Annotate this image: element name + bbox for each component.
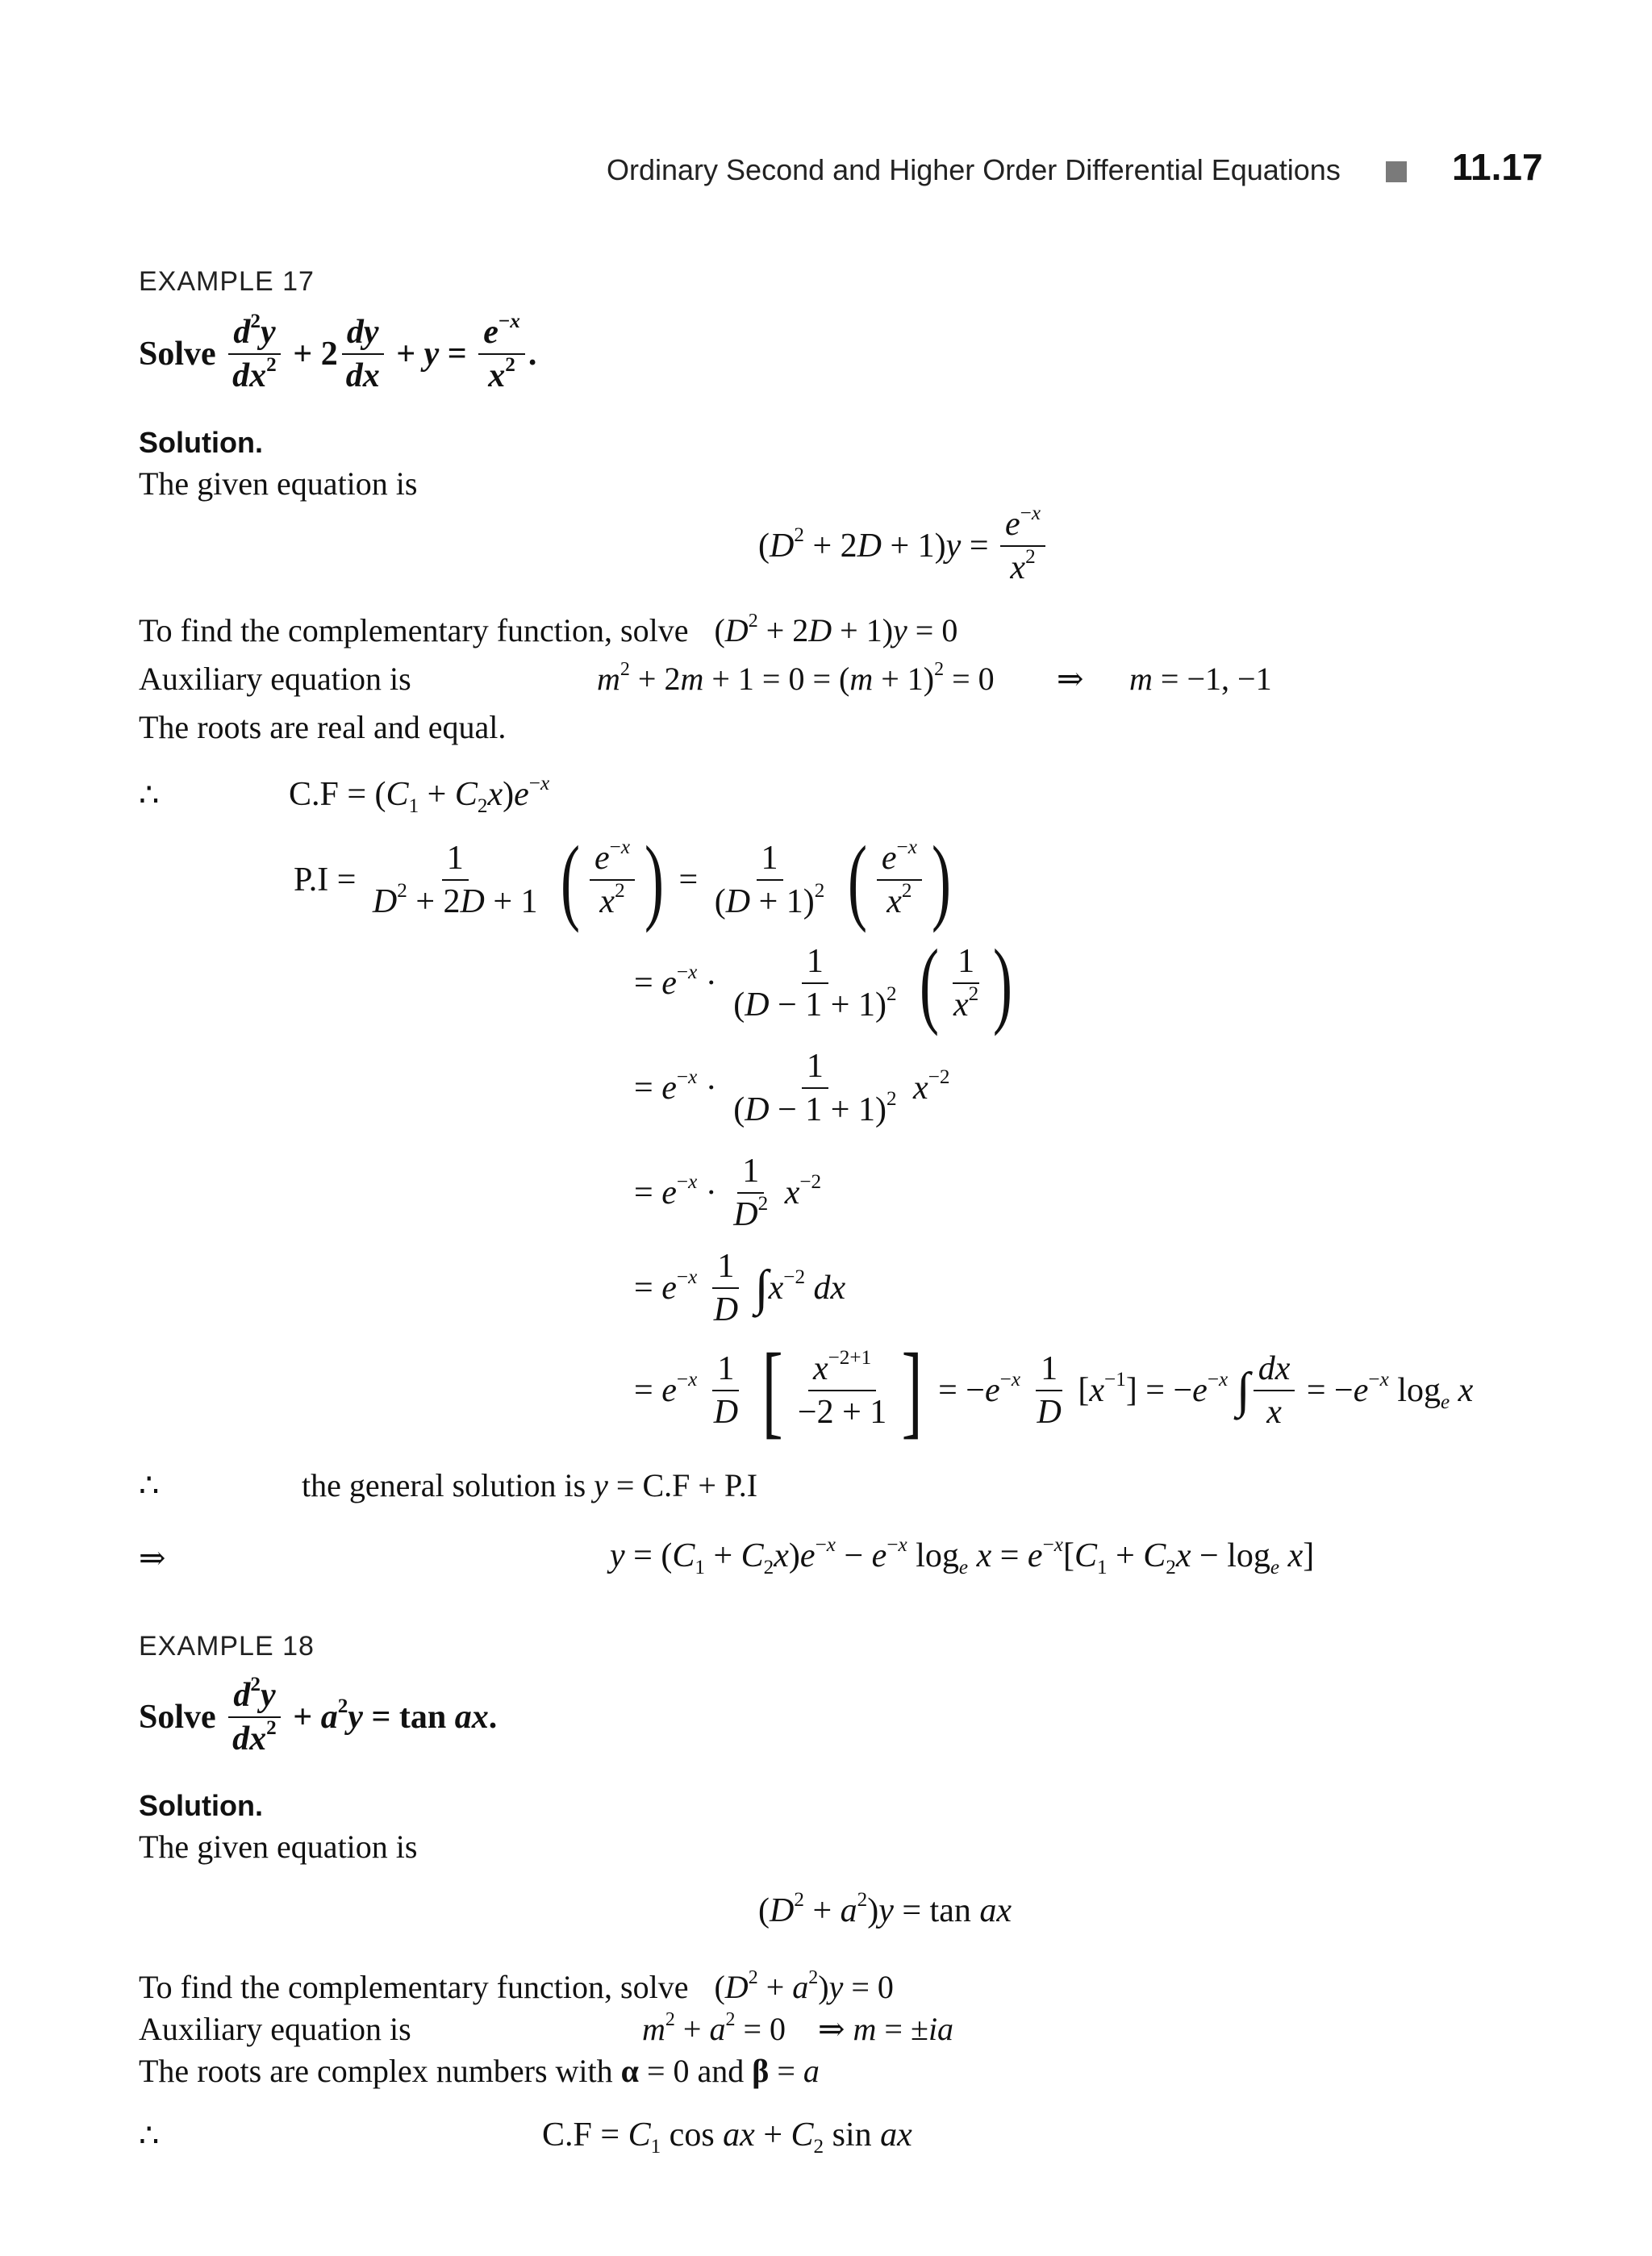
solve-word-18: Solve: [139, 1699, 216, 1737]
therefore-symbol: ∴: [139, 777, 160, 813]
pi-line-4: = $e^{-x}$ · $\frac{1}{D^2}$ $x^{-2}$: [634, 1153, 822, 1234]
example-17-cf-line: To find the complementary function, solve $(D^2 + 2D + 1)y = 0$: [139, 611, 958, 648]
example-17-cf: $C.F = (C_1 + C_2x)e^{-x}$: [289, 773, 550, 817]
pi-line-3: = $e^{-x}$ · $\frac{1}{(D - 1 + 1)^2}$ $x^{-2}$: [634, 1048, 950, 1129]
example-18-given: The given equation is: [139, 1829, 418, 1865]
example-17-label: EXAMPLE 17: [139, 266, 315, 297]
example-17-roots-text: The roots are real and equal.: [139, 709, 507, 745]
example-18-aux-eq: $m^2 + a^2 = 0$ ⇒ m = ±ia: [642, 2009, 954, 2047]
example-18-cf-line: To find the complementary function, solve $(D^2 + a^2)y = 0$: [139, 1967, 894, 2005]
example-17-aux-eq: $m^2 + 2m + 1 = 0 = (m + 1)^2 = 0$: [597, 659, 995, 697]
running-header: [607, 153, 1341, 187]
example-18-problem: Solve $\frac{d^2y}{dx^2}$ + $a^2y = \tan$ ax.: [139, 1674, 498, 1758]
example-18-operator-form: $(D^2 + a^2)y = \tan$ ax: [758, 1889, 1012, 1929]
example-17-general-line: the general solution is y = C.F + P.I: [302, 1467, 758, 1503]
example-18-solution-label: Solution.: [139, 1789, 263, 1822]
implies-arrow-2: ⇒: [139, 1540, 166, 1576]
page-number: 11.17: [1452, 146, 1543, 188]
d2y-dx2-fraction: $\frac{d^2y}{dx^2}$: [227, 315, 282, 394]
solve-word: Solve: [139, 336, 216, 373]
example-17-solution-label: Solution.: [139, 426, 263, 459]
pi-line-5: = $e^{-x}$ $\frac{1}{D}$ $\int x^{-2}$ dx: [634, 1248, 846, 1329]
implies-arrow: ⇒: [1057, 661, 1084, 697]
example-17-operator-form: $(D^2 + 2D + 1)y$ = $\frac{e^{-x}}{x^2}$: [758, 507, 1049, 586]
example-17-given: The given equation is: [139, 465, 418, 502]
pi-line-6: = $e^{-x}$ $\frac{1}{D}$ [ $\frac{x^{-2+1}}{-2 + 1}$ ] = $-e^{-x}$ $\frac{1}{D}$ $[x^{-1}] = -e^{-x}$ ∫ $\frac{dx}{x}$ = $-e^{-x}$ $\log_e x$: [634, 1332, 1474, 1449]
example-17-roots-value: m = −1, −1: [1129, 661, 1272, 697]
example-17-aux-label: Auxiliary equation is: [139, 661, 411, 697]
therefore-symbol-3: ∴: [139, 2117, 160, 2154]
example-17-final-solution: $y = (C_1 + C_2x)e^{-x} - e^{-x}$ $\log_e x = e^{-x}[C_1 + C_2x - \log_e x]$: [610, 1534, 1315, 1578]
example-18-cf: $C.F = C_1$ cos ax + $C_2$ sin ax: [542, 2116, 912, 2158]
therefore-symbol-2: ∴: [139, 1467, 160, 1503]
rhs-fraction: $\frac{e^{-x}}{x^2}$: [478, 315, 525, 394]
pi-line-1: P.I = $\frac{1}{D^2 + 2D + 1}$ ( $\frac{e^{-x}}{x^2}$ ) = $\frac{1}{(D + 1)^2}$ ( $\frac{e^{-x}}{x^2}$ ): [294, 826, 951, 934]
header-square-icon: [1386, 161, 1407, 186]
running-title: Ordinary Second and Higher Order Differential Equations: [607, 153, 1341, 186]
dy-dx-fraction: $\frac{dy}{dx}$: [341, 315, 385, 394]
example-18-label: EXAMPLE 18: [139, 1631, 315, 1662]
example-17-problem: Solve $\frac{d^2y}{dx^2}$ + 2 $\frac{dy}{dx}$ + y = $\frac{e^{-x}}{x^2}$ .: [139, 311, 537, 395]
example-18-roots-line: The roots are complex numbers with α = 0 and β = a: [139, 2053, 820, 2089]
pi-line-2: = $e^{-x}$ · $\frac{1}{(D - 1 + 1)^2}$ ( $\frac{1}{x^2}$ ): [634, 929, 1013, 1037]
example-18-aux-label: Auxiliary equation is: [139, 2011, 411, 2047]
